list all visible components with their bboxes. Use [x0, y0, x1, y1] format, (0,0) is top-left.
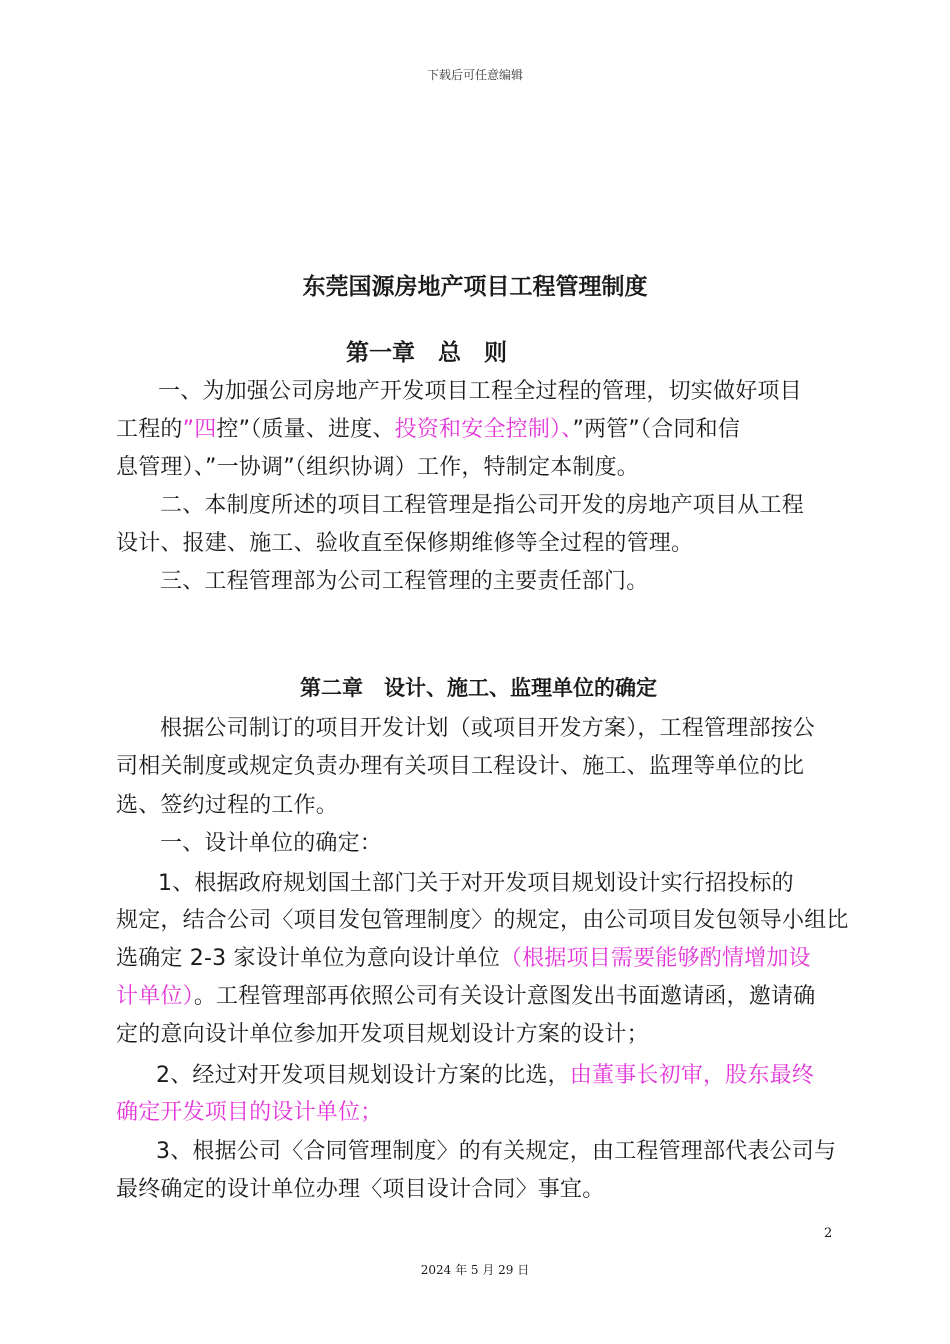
ch1-p3-line1: 三、工程管理部为公司工程管理的主要责任部门。 — [160, 569, 649, 594]
ch2-item1-line4: 计单位）。工程管理部再依照公司有关设计意图发出书面邀请函，邀请确 — [116, 984, 816, 1009]
header-note: 下载后可任意编辑 — [426, 68, 523, 82]
ch2-intro-line2: 司相关制度或规定负责办理有关项目工程设计、施工、监理等单位的比 — [116, 754, 805, 779]
ch1-p2-line2: 设计、报建、施工、验收直至保修期维修等全过程的管理。 — [116, 531, 694, 556]
chapter1-heading: 第一章 总 则 — [346, 340, 507, 366]
ch2-item3-line1: 3、根据公司〈合同管理制度〉的有关规定，由工程管理部代表公司与 — [156, 1139, 837, 1164]
ch2-item2-line1: 2、经过对开发项目规划设计方案的比选，由董事长初审，股东最终 — [156, 1063, 815, 1088]
footer-date: 2024 年 5 月 29 日 — [420, 1263, 530, 1277]
ch1-p2-line1: 二、本制度所述的项目工程管理是指公司开发的房地产项目从工程 — [160, 493, 804, 518]
document-title: 东莞国源房地产项目工程管理制度 — [302, 274, 648, 300]
ch2-item1-line1: 1、根据政府规划国土部门关于对开发项目规划设计实行招投标的 — [158, 871, 794, 896]
ch2-item2-line2: 确定开发项目的设计单位； — [116, 1100, 383, 1125]
ch2-intro-line3: 选、签约过程的工作。 — [116, 793, 339, 818]
ch2-item1-line2: 规定，结合公司〈项目发包管理制度〉的规定，由公司项目发包领导小组比 — [116, 908, 849, 933]
page-number: 2 — [824, 1226, 833, 1241]
ch2-section1-heading: 一、设计单位的确定： — [160, 831, 383, 856]
ch2-item1-line5: 定的意向设计单位参加开发项目规划设计方案的设计； — [116, 1022, 649, 1047]
ch1-p1-line3: 息管理）、”一协调”（组织协调）工作，特制定本制度。 — [116, 455, 639, 480]
ch1-p1-line1: 一、为加强公司房地产开发项目工程全过程的管理，切实做好项目 — [158, 379, 802, 404]
ch2-item3-line2: 最终确定的设计单位办理〈项目设计合同〉事宜。 — [116, 1177, 605, 1202]
chapter2-heading: 第二章 设计、施工、监理单位的确定 — [300, 676, 657, 700]
ch1-p1-line2: 工程的”四控”（质量、进度、投资和安全控制）、”两管”（合同和信 — [116, 417, 741, 442]
ch2-intro-line1: 根据公司制订的项目开发计划（或项目开发方案），工程管理部按公 — [160, 716, 816, 741]
ch2-item1-line3: 选确定 2-3 家设计单位为意向设计单位（根据项目需要能够酌情增加设 — [116, 946, 811, 971]
